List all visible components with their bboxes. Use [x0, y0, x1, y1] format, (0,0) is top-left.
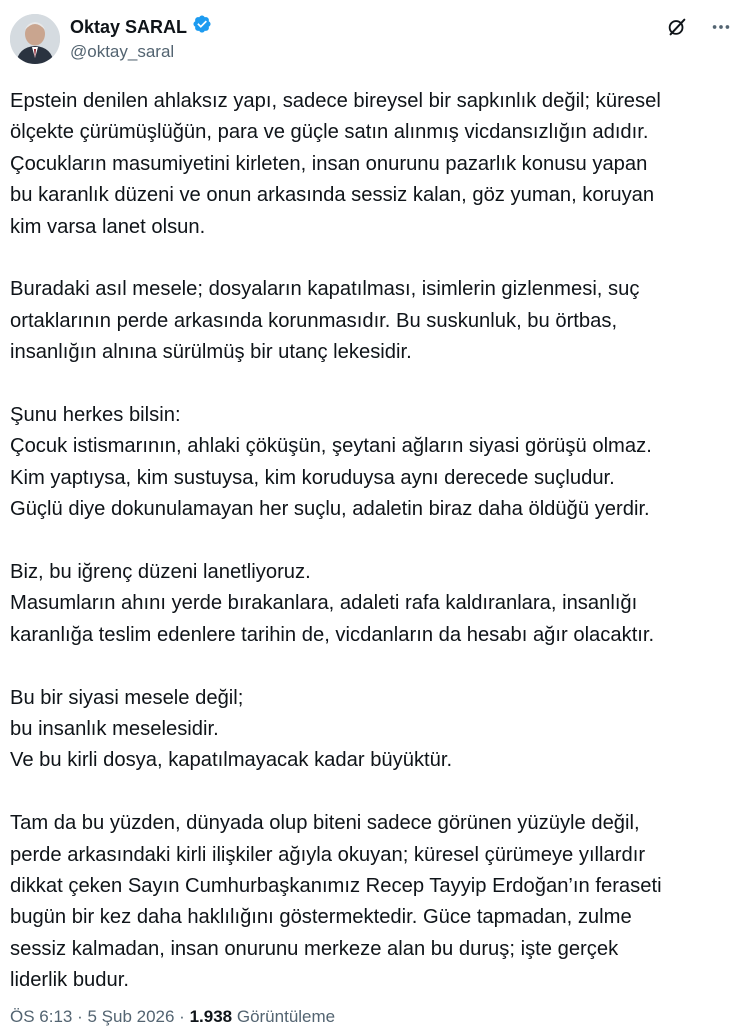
tweet-line: bugün bir kez daha haklılığını göstermektedir. Güce tapmadan, zulme — [10, 906, 632, 929]
more-options-icon[interactable] — [710, 16, 732, 38]
tweet-line: bu karanlık düzeni ve onun arkasında sessiz kalan, göz yuman, koruyan — [10, 184, 655, 207]
tweet-header — [10, 10, 740, 68]
views-label: Görüntüleme — [236, 1007, 336, 1026]
tweet-time: ÖS 6:13 — [10, 1007, 73, 1026]
tweet-paragraph — [10, 274, 742, 368]
tweet-line: Tam da bu yüzden, dünyada olup biteni sadece görünen yüzüyle değil, — [10, 812, 640, 835]
author-block — [70, 14, 212, 62]
tweet-line: perde arkasındaki kirli ilişkiler ağıyla okuyan; küresel çürümeye yıllardır — [10, 843, 646, 866]
tweet-line: Çocukların masumiyetini kirleten, insan onurunu pazarlık konusu yapan — [10, 152, 648, 175]
tweet-line: Buradaki asıl mesele; dosyaların kapatılması, isimlerin gizlenmesi, suç — [10, 278, 640, 301]
tweet-time-link[interactable] — [10, 1007, 174, 1026]
tweet-line: Güçlü diye dokunulamayan her suçlu, adaletin biraz daha öldüğü yerdir. — [10, 498, 650, 521]
tweet-line: Ve bu kirli dosya, kapatılmayacak kadar büyüktür. — [10, 749, 453, 772]
tweet-line: Bu bir siyasi mesele değil; — [10, 686, 244, 709]
tweet-line: karanlığa teslim edenlere tarihin de, vicdanların da hesabı ağır olacaktır. — [10, 623, 655, 646]
tweet-line: liderlik budur. — [10, 969, 129, 992]
grok-icon[interactable] — [666, 16, 688, 38]
tweet-line: ölçekte çürümüşlüğün, para ve güçle satın alınmış vicdansızlığın adıdır. — [10, 121, 649, 144]
tweet-text — [10, 86, 742, 997]
tweet-paragraph — [10, 86, 742, 243]
views-count: 1.938 — [189, 1007, 233, 1026]
tweet-line: sessiz kalmadan, insan onurunu merkeze alan bu duruş; işte gerçek — [10, 937, 619, 960]
tweet-paragraph — [10, 400, 742, 526]
tweet-line: insanlığın alnına sürülmüş bir utanç lekesidir. — [10, 341, 412, 364]
tweet-meta — [10, 1007, 335, 1027]
tweet-line: Masumların ahını yerde bırakanlara, adaleti rafa kaldıranlara, insanlığı — [10, 592, 638, 615]
author-display-name[interactable]: Oktay SARAL — [70, 16, 188, 37]
tweet-line: dikkat çeken Sayın Cumhurbaşkanımız Recep Tayyip Erdoğan’ın feraseti — [10, 875, 662, 898]
tweet-line: ortaklarının perde arkasında korunmasıdır. Bu suskunluk, bu örtbas, — [10, 309, 618, 332]
verified-badge-icon — [192, 14, 212, 39]
tweet-line: Kim yaptıysa, kim sustuysa, kim koruduysa aynı derecede suçludur. — [10, 466, 615, 489]
author-handle[interactable]: @oktay_saral — [70, 42, 175, 61]
tweet-line: Biz, bu iğrenç düzeni lanetliyoruz. — [10, 561, 311, 584]
header-actions — [666, 16, 732, 38]
tweet-paragraph — [10, 683, 742, 777]
tweet-paragraph — [10, 808, 742, 996]
avatar[interactable] — [10, 14, 60, 64]
tweet-paragraph — [10, 557, 742, 651]
meta-separator: · — [72, 1007, 88, 1026]
tweet-date: 5 Şub 2026 — [87, 1007, 175, 1026]
avatar-image — [10, 14, 60, 64]
tweet-line: Çocuk istismarının, ahlaki çöküşün, şeytani ağların siyasi görüşü olmaz. — [10, 435, 652, 458]
tweet-line: Şunu herkes bilsin: — [10, 404, 181, 427]
meta-separator: · — [174, 1007, 190, 1026]
tweet-line: kim varsa lanet olsun. — [10, 215, 206, 238]
tweet-line: bu insanlık meselesidir. — [10, 718, 219, 741]
tweet-line: Epstein denilen ahlaksız yapı, sadece bireysel bir sapkınlık değil; küresel — [10, 90, 661, 112]
